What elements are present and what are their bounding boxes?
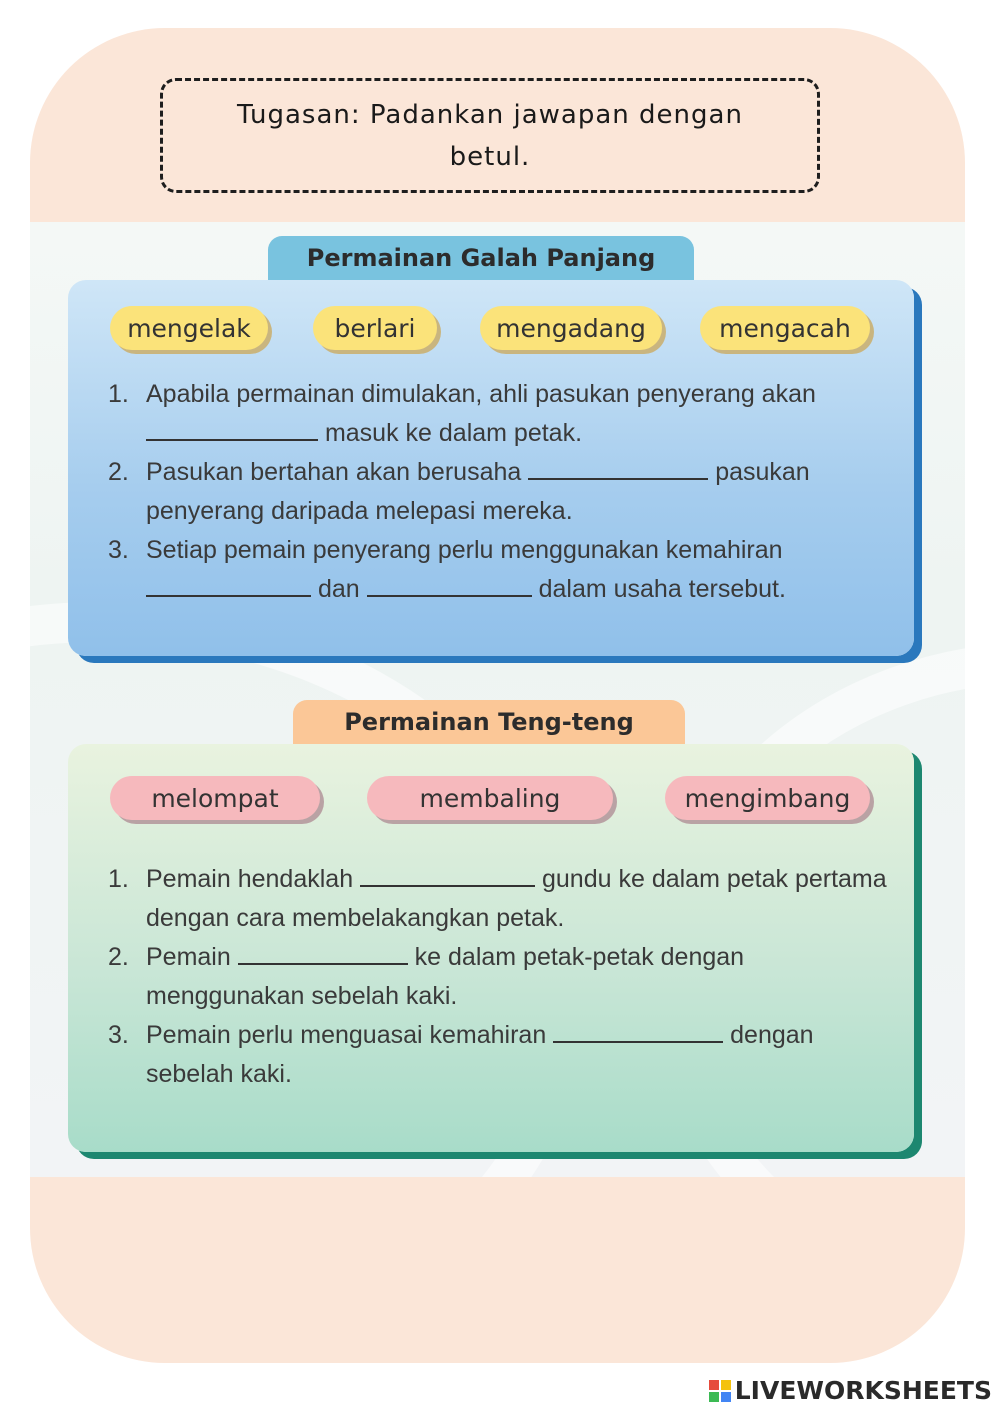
answer-blank[interactable] bbox=[528, 477, 708, 480]
section-title-galah-panjang: Permainan Galah Panjang bbox=[268, 236, 694, 280]
question-text: Pasukan bertahan akan berusaha bbox=[146, 458, 522, 486]
question-item bbox=[108, 453, 888, 531]
option-chip[interactable]: mengelak bbox=[110, 306, 268, 350]
question-item bbox=[108, 938, 888, 1016]
question-text: pasukan penyerang daripada melepasi mereka. bbox=[146, 458, 810, 525]
option-chip[interactable]: berlari bbox=[313, 306, 437, 350]
question-text: dalam usaha tersebut. bbox=[538, 575, 786, 603]
question-text: Pemain bbox=[146, 943, 231, 971]
galah-panjang-questions bbox=[108, 375, 888, 609]
question-number: 3. bbox=[108, 1021, 129, 1049]
teng-teng-questions bbox=[108, 860, 888, 1094]
question-text: Setiap pemain penyerang perlu menggunakan kemahiran bbox=[146, 536, 783, 564]
question-item bbox=[108, 531, 888, 609]
question-number: 2. bbox=[108, 458, 129, 486]
answer-blank[interactable] bbox=[146, 438, 318, 441]
option-chip[interactable]: mengadang bbox=[480, 306, 662, 350]
answer-blank[interactable] bbox=[238, 962, 408, 965]
section-title-teng-teng: Permainan Teng-teng bbox=[293, 700, 685, 744]
question-text: gundu ke dalam petak pertama dengan cara membelakangkan petak. bbox=[146, 865, 887, 932]
question-text: masuk ke dalam petak. bbox=[324, 419, 583, 447]
answer-blank[interactable] bbox=[367, 594, 532, 597]
question-text: Pemain perlu menguasai kemahiran bbox=[146, 1021, 547, 1049]
liveworksheets-logo-icon bbox=[709, 1380, 731, 1402]
question-item bbox=[108, 860, 888, 938]
question-text: Pemain hendaklah bbox=[146, 865, 354, 893]
option-chip[interactable]: membaling bbox=[367, 776, 613, 820]
question-text: dengan sebelah kaki. bbox=[146, 1021, 814, 1088]
question-number: 2. bbox=[108, 943, 129, 971]
question-item bbox=[108, 1016, 888, 1094]
answer-blank[interactable] bbox=[360, 884, 535, 887]
question-number: 1. bbox=[108, 380, 129, 408]
question-text: ke dalam petak-petak dengan menggunakan sebelah kaki. bbox=[146, 943, 745, 1010]
question-text: dan bbox=[317, 575, 360, 603]
question-number: 1. bbox=[108, 865, 129, 893]
task-instruction-box bbox=[160, 78, 820, 193]
option-chip[interactable]: mengimbang bbox=[665, 776, 870, 820]
question-item bbox=[108, 375, 888, 453]
option-chip[interactable]: melompat bbox=[110, 776, 320, 820]
question-text: Apabila permainan dimulakan, ahli pasukan penyerang akan bbox=[146, 380, 816, 408]
liveworksheets-brand bbox=[709, 1376, 992, 1405]
answer-blank[interactable] bbox=[553, 1040, 723, 1043]
task-instruction: Tugasan: Padankan jawapan dengan betul. bbox=[237, 99, 743, 172]
option-chip[interactable]: mengacah bbox=[700, 306, 870, 350]
answer-blank[interactable] bbox=[146, 594, 311, 597]
brand-text: LIVEWORKSHEETS bbox=[734, 1376, 992, 1405]
question-number: 3. bbox=[108, 536, 129, 564]
